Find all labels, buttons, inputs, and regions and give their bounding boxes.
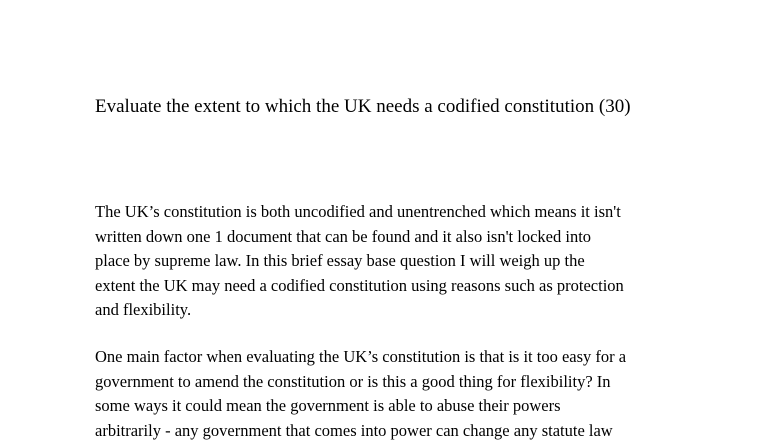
text-line: some ways it could mean the government is able to abuse their powers — [95, 396, 561, 415]
text-line: and flexibility. — [95, 300, 192, 319]
text-line: government to amend the constitution or is this a good thing for flexibility? In — [95, 371, 611, 391]
text-line: written down one 1 document that can be found and it also isn't locked into — [95, 226, 592, 246]
text-line: extent the UK may need a codified constitution using reasons such as protection — [95, 275, 624, 295]
paragraph-main-factor — [95, 345, 626, 441]
text-line: arbitrarily - any government that comes into power can change any statute law — [95, 420, 613, 440]
text-line: The UK’s constitution is both uncodified and unentrenched which means it isn't — [95, 202, 621, 221]
text-line: place by supreme law. In this brief essay base question I will weigh up the — [95, 251, 585, 270]
document-title: Evaluate the extent to which the UK needs a codified constitution (30) — [95, 96, 631, 117]
paragraph-introduction — [95, 200, 624, 323]
text-line: One main factor when evaluating the UK’s constitution is that is it too easy for a — [95, 347, 627, 366]
